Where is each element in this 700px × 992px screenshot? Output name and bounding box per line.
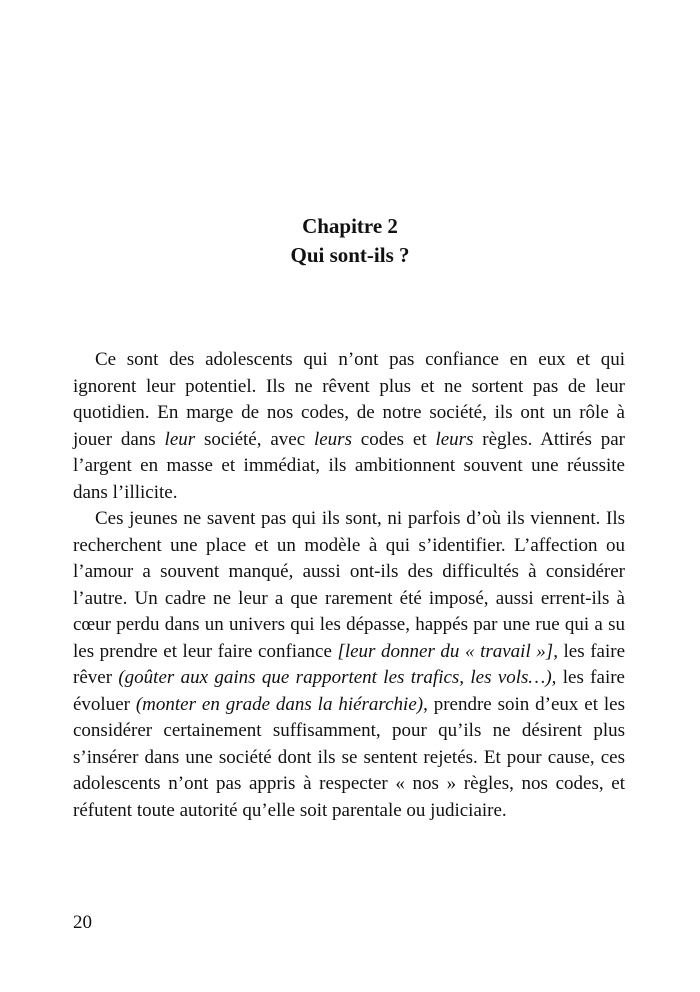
page-number: 20 xyxy=(73,912,92,933)
body-text xyxy=(73,347,625,824)
italic-segment: [leur donner du « travail »], xyxy=(337,640,558,662)
italic-segment: leur xyxy=(164,428,196,450)
text-segment: les faire évoluer xyxy=(73,667,625,715)
italic-segment: leurs xyxy=(435,428,474,450)
chapter-title: Qui sont-ils ? xyxy=(290,243,410,267)
italic-segment: (monter en grade dans la hiérarchie) xyxy=(135,693,424,715)
italic-segment: (goûter aux gains que rapportent les trafics, les vols…), xyxy=(118,667,557,688)
text-segment: règles. Attirés par l’argent en masse et immédiat, ils ambitionnent souvent une réussite dans l’illicite. xyxy=(73,428,625,503)
text-segment: société, avec xyxy=(195,428,314,450)
text-segment: , prendre soin d’eux et les considérer certainement suffisamment, pour qu’ils ne désirent plus s’insérer dans une société dont ils se sentent rejetés. Et pour cause, ces adolescents n’ont pas appris à respecter « nos » règles, nos codes, et réfutent toute autorité qu’elle soit parentale ou judiciaire. xyxy=(73,693,625,821)
italic-segment: leurs xyxy=(313,428,352,450)
text-segment: Ces jeunes ne savent pas qui ils sont, ni parfois d’où ils viennent. Ils recherchent une place et un modèle à qui s’identifier. L’affection ou l’amour a souvent manqué, aussi ont-ils des difficultés à considérer l’autre. Un cadre ne leur a que rarement été imposé, aussi errent-ils à cœur perdu dans un univers qui les dépasse, happés par une rue qui a su les prendre et leur faire confiance xyxy=(73,508,625,662)
text-segment: les faire rêver xyxy=(73,640,626,688)
chapter-heading xyxy=(0,212,700,270)
paragraph-2 xyxy=(73,506,625,824)
text-segment: codes et xyxy=(351,428,436,450)
paragraph-1 xyxy=(73,347,625,506)
text-segment: Ce sont des adolescents qui n’ont pas confiance en eux et qui ignorent leur potentiel. Ils ne rêvent plus et ne sortent pas de leur quotidien. En marge de nos codes, de notre société, ils ont un rôle à jouer dans xyxy=(73,349,625,450)
chapter-number: Chapitre 2 xyxy=(302,214,398,238)
